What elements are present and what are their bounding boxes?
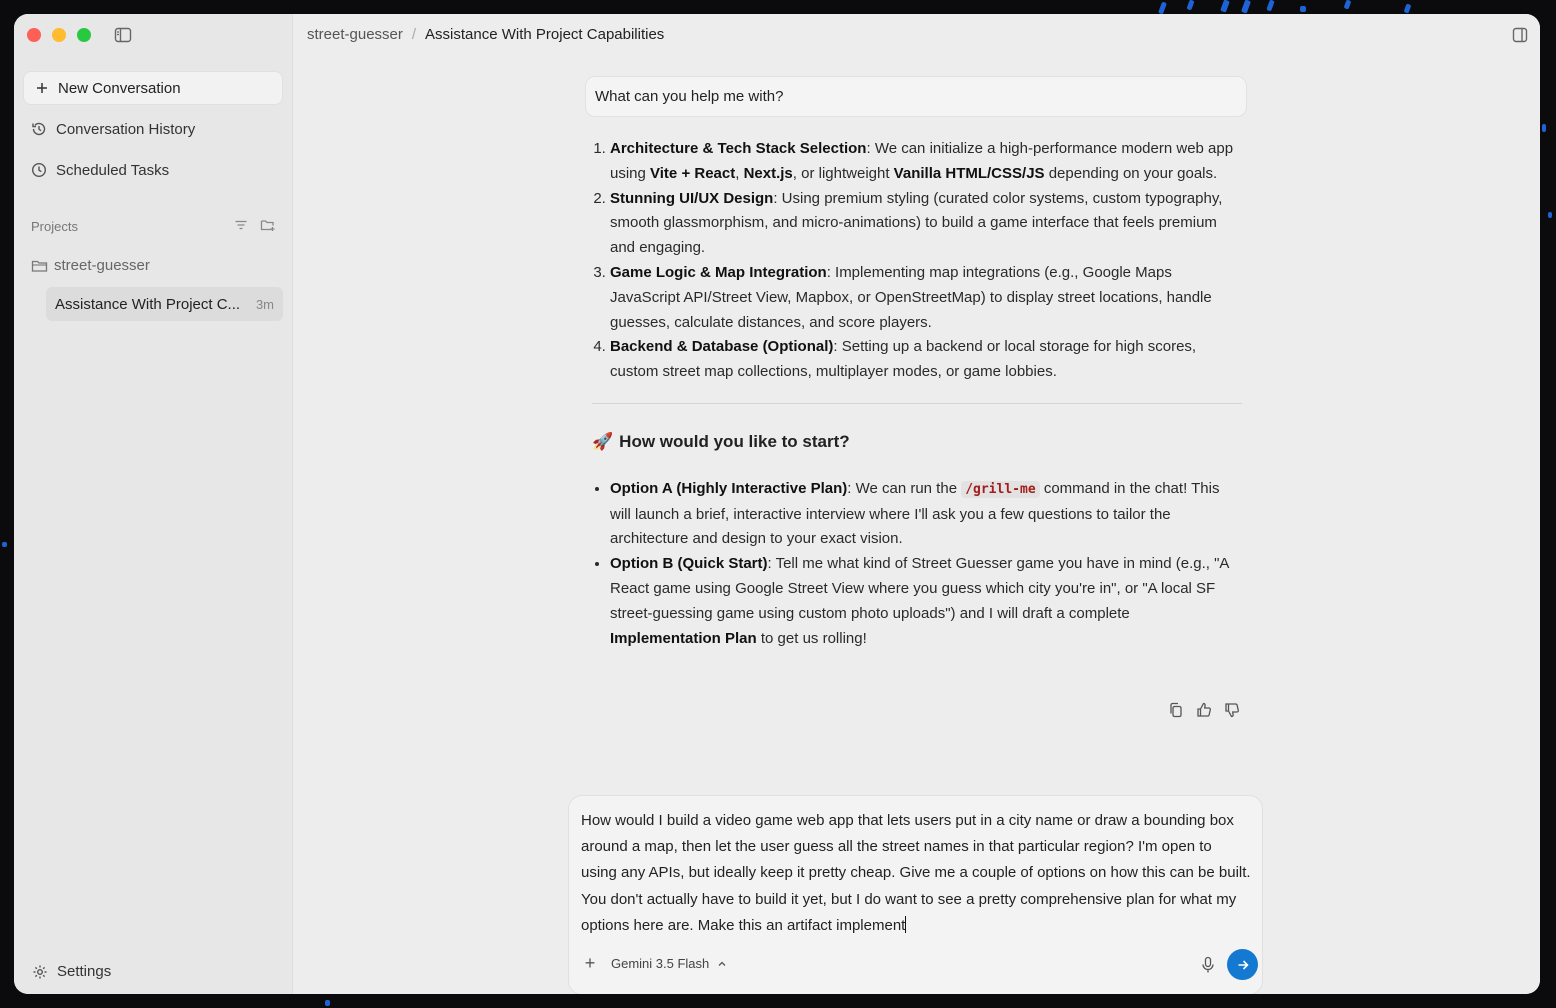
app-window <box>14 14 1540 994</box>
composer-text: How would I build a video game web app that lets users put in a city name or draw a bounding box around a map, then let the user guess all the street names in that particular region? I'm open to using any APIs, but ideally keep it pretty cheap. Give me a couple of options on how this can be built. You don't actually have to build it yet, but I do want to see a pretty comprehensive plan for what my options here are. Make this an artifact implement <box>581 812 1251 934</box>
projects-section-label: Projects <box>31 219 78 234</box>
sidebar-toggle-icon[interactable] <box>114 27 132 43</box>
message-composer[interactable] <box>568 795 1263 994</box>
copy-icon[interactable] <box>1168 702 1184 718</box>
item-bold: Next.js <box>743 164 793 182</box>
settings-button[interactable] <box>32 963 111 980</box>
zoom-window-button[interactable] <box>77 28 91 42</box>
heading-text: How would you like to start? <box>619 431 850 451</box>
model-name: Gemini 3.5 Flash <box>611 956 710 971</box>
project-name: street-guesser <box>54 257 150 274</box>
scheduled-tasks-item[interactable] <box>31 158 169 182</box>
new-folder-icon[interactable] <box>260 218 276 232</box>
option-text: : We can run the <box>847 479 962 497</box>
breadcrumb <box>307 26 664 43</box>
list-item <box>610 187 1242 261</box>
list-item <box>610 137 1242 187</box>
item-text: : Using premium styling (curated color systems, custom typography, smooth glassmorphism, and micro-animations) to build a game interface that feels premium and engaging. <box>610 189 1223 257</box>
history-icon <box>31 121 47 137</box>
message-actions <box>1168 702 1240 718</box>
model-selector[interactable] <box>611 956 727 971</box>
composer-toolbar <box>583 953 727 974</box>
sidebar <box>14 14 293 994</box>
option-text: : Tell me what kind of Street Guesser game you have in mind (e.g., "A React game using Google Street View where you guess which city you're in", or "A local SF street-guessing game using custom photo uploads") and I will draft a complete <box>610 555 1229 622</box>
chevron-up-icon <box>717 960 727 968</box>
folder-icon <box>31 259 48 273</box>
list-item <box>610 477 1242 552</box>
item-text: depending on your goals. <box>1044 164 1218 182</box>
assistant-response <box>592 137 1242 651</box>
scheduled-tasks-label: Scheduled Tasks <box>56 161 170 179</box>
item-title: Backend & Database (Optional) <box>610 338 834 356</box>
option-text: command in the chat! This will launch a brief, interactive interview where I'll ask you a few questions to tailor the architecture and design to your exact vision. <box>610 479 1220 548</box>
clock-icon <box>31 162 47 178</box>
project-folder-street-guesser[interactable] <box>31 257 150 274</box>
composer-input[interactable] <box>581 808 1251 939</box>
new-conversation-label: New Conversation <box>58 79 181 97</box>
item-text: : Setting up a backend or local storage for high scores, custom street map collections, multiplayer modes, or game lobbies. <box>610 338 1197 381</box>
rocket-icon: 🚀 <box>592 431 614 451</box>
user-message-bubble <box>585 76 1247 117</box>
send-arrow-icon <box>1236 958 1250 972</box>
settings-label: Settings <box>57 963 112 980</box>
item-bold: Vite + React <box>650 164 736 182</box>
conversation-history-label: Conversation History <box>56 120 196 138</box>
new-conversation-button[interactable] <box>23 71 283 105</box>
option-title: Option B (Quick Start) <box>610 555 768 573</box>
divider <box>592 403 1242 404</box>
option-bold: Implementation Plan <box>610 629 757 647</box>
minimize-window-button[interactable] <box>52 28 66 42</box>
add-attachment-button[interactable]: + <box>584 953 596 973</box>
list-item <box>610 335 1242 385</box>
item-title: Game Logic & Map Integration <box>610 263 827 281</box>
projects-actions <box>234 218 276 232</box>
plus-icon <box>36 82 48 94</box>
item-text: , or lightweight <box>792 164 894 182</box>
gear-icon <box>32 964 48 980</box>
breadcrumb-separator: / <box>411 26 417 43</box>
list-item <box>610 261 1242 335</box>
microphone-icon[interactable] <box>1201 956 1215 974</box>
item-text: , <box>735 164 744 182</box>
options-list <box>592 477 1242 652</box>
option-title: Option A (Highly Interactive Plan) <box>610 479 848 497</box>
conversation-item-active[interactable] <box>46 287 283 321</box>
item-title: Architecture & Tech Stack Selection <box>610 140 867 157</box>
conversation-age: 3m <box>255 296 274 312</box>
item-text: : We can initialize a high-performance modern web app using <box>610 140 1234 182</box>
item-title: Stunning UI/UX Design <box>610 189 774 207</box>
item-bold: Vanilla HTML/CSS/JS <box>893 164 1045 182</box>
close-window-button[interactable] <box>27 28 41 42</box>
thumbs-up-icon[interactable] <box>1196 702 1212 718</box>
list-item <box>610 552 1242 651</box>
main-panel <box>293 14 1540 994</box>
filter-icon[interactable] <box>234 218 248 232</box>
capabilities-list <box>592 137 1242 385</box>
window-controls <box>27 28 91 42</box>
breadcrumb-project[interactable]: street-guesser <box>307 26 403 43</box>
conversation-history-item[interactable] <box>31 117 195 141</box>
right-panel-toggle-icon[interactable] <box>1512 27 1528 43</box>
send-button[interactable] <box>1227 949 1258 980</box>
section-heading <box>592 430 1242 455</box>
text-caret <box>905 916 906 933</box>
item-text: : Implementing map integrations (e.g., Google Maps JavaScript API/Street View, Mapbox, or OpenStreetMap) to display street locations, handle guesses, calculate distances, and score players. <box>610 263 1212 331</box>
user-message-text: What can you help me with? <box>595 88 784 105</box>
option-text: to get us rolling! <box>756 629 867 647</box>
conversation-title: Assistance With Project C... <box>55 295 241 313</box>
thumbs-down-icon[interactable] <box>1224 702 1240 718</box>
inline-code: /grill-me <box>961 481 1039 498</box>
page-title: Assistance With Project Capabilities <box>425 26 665 43</box>
